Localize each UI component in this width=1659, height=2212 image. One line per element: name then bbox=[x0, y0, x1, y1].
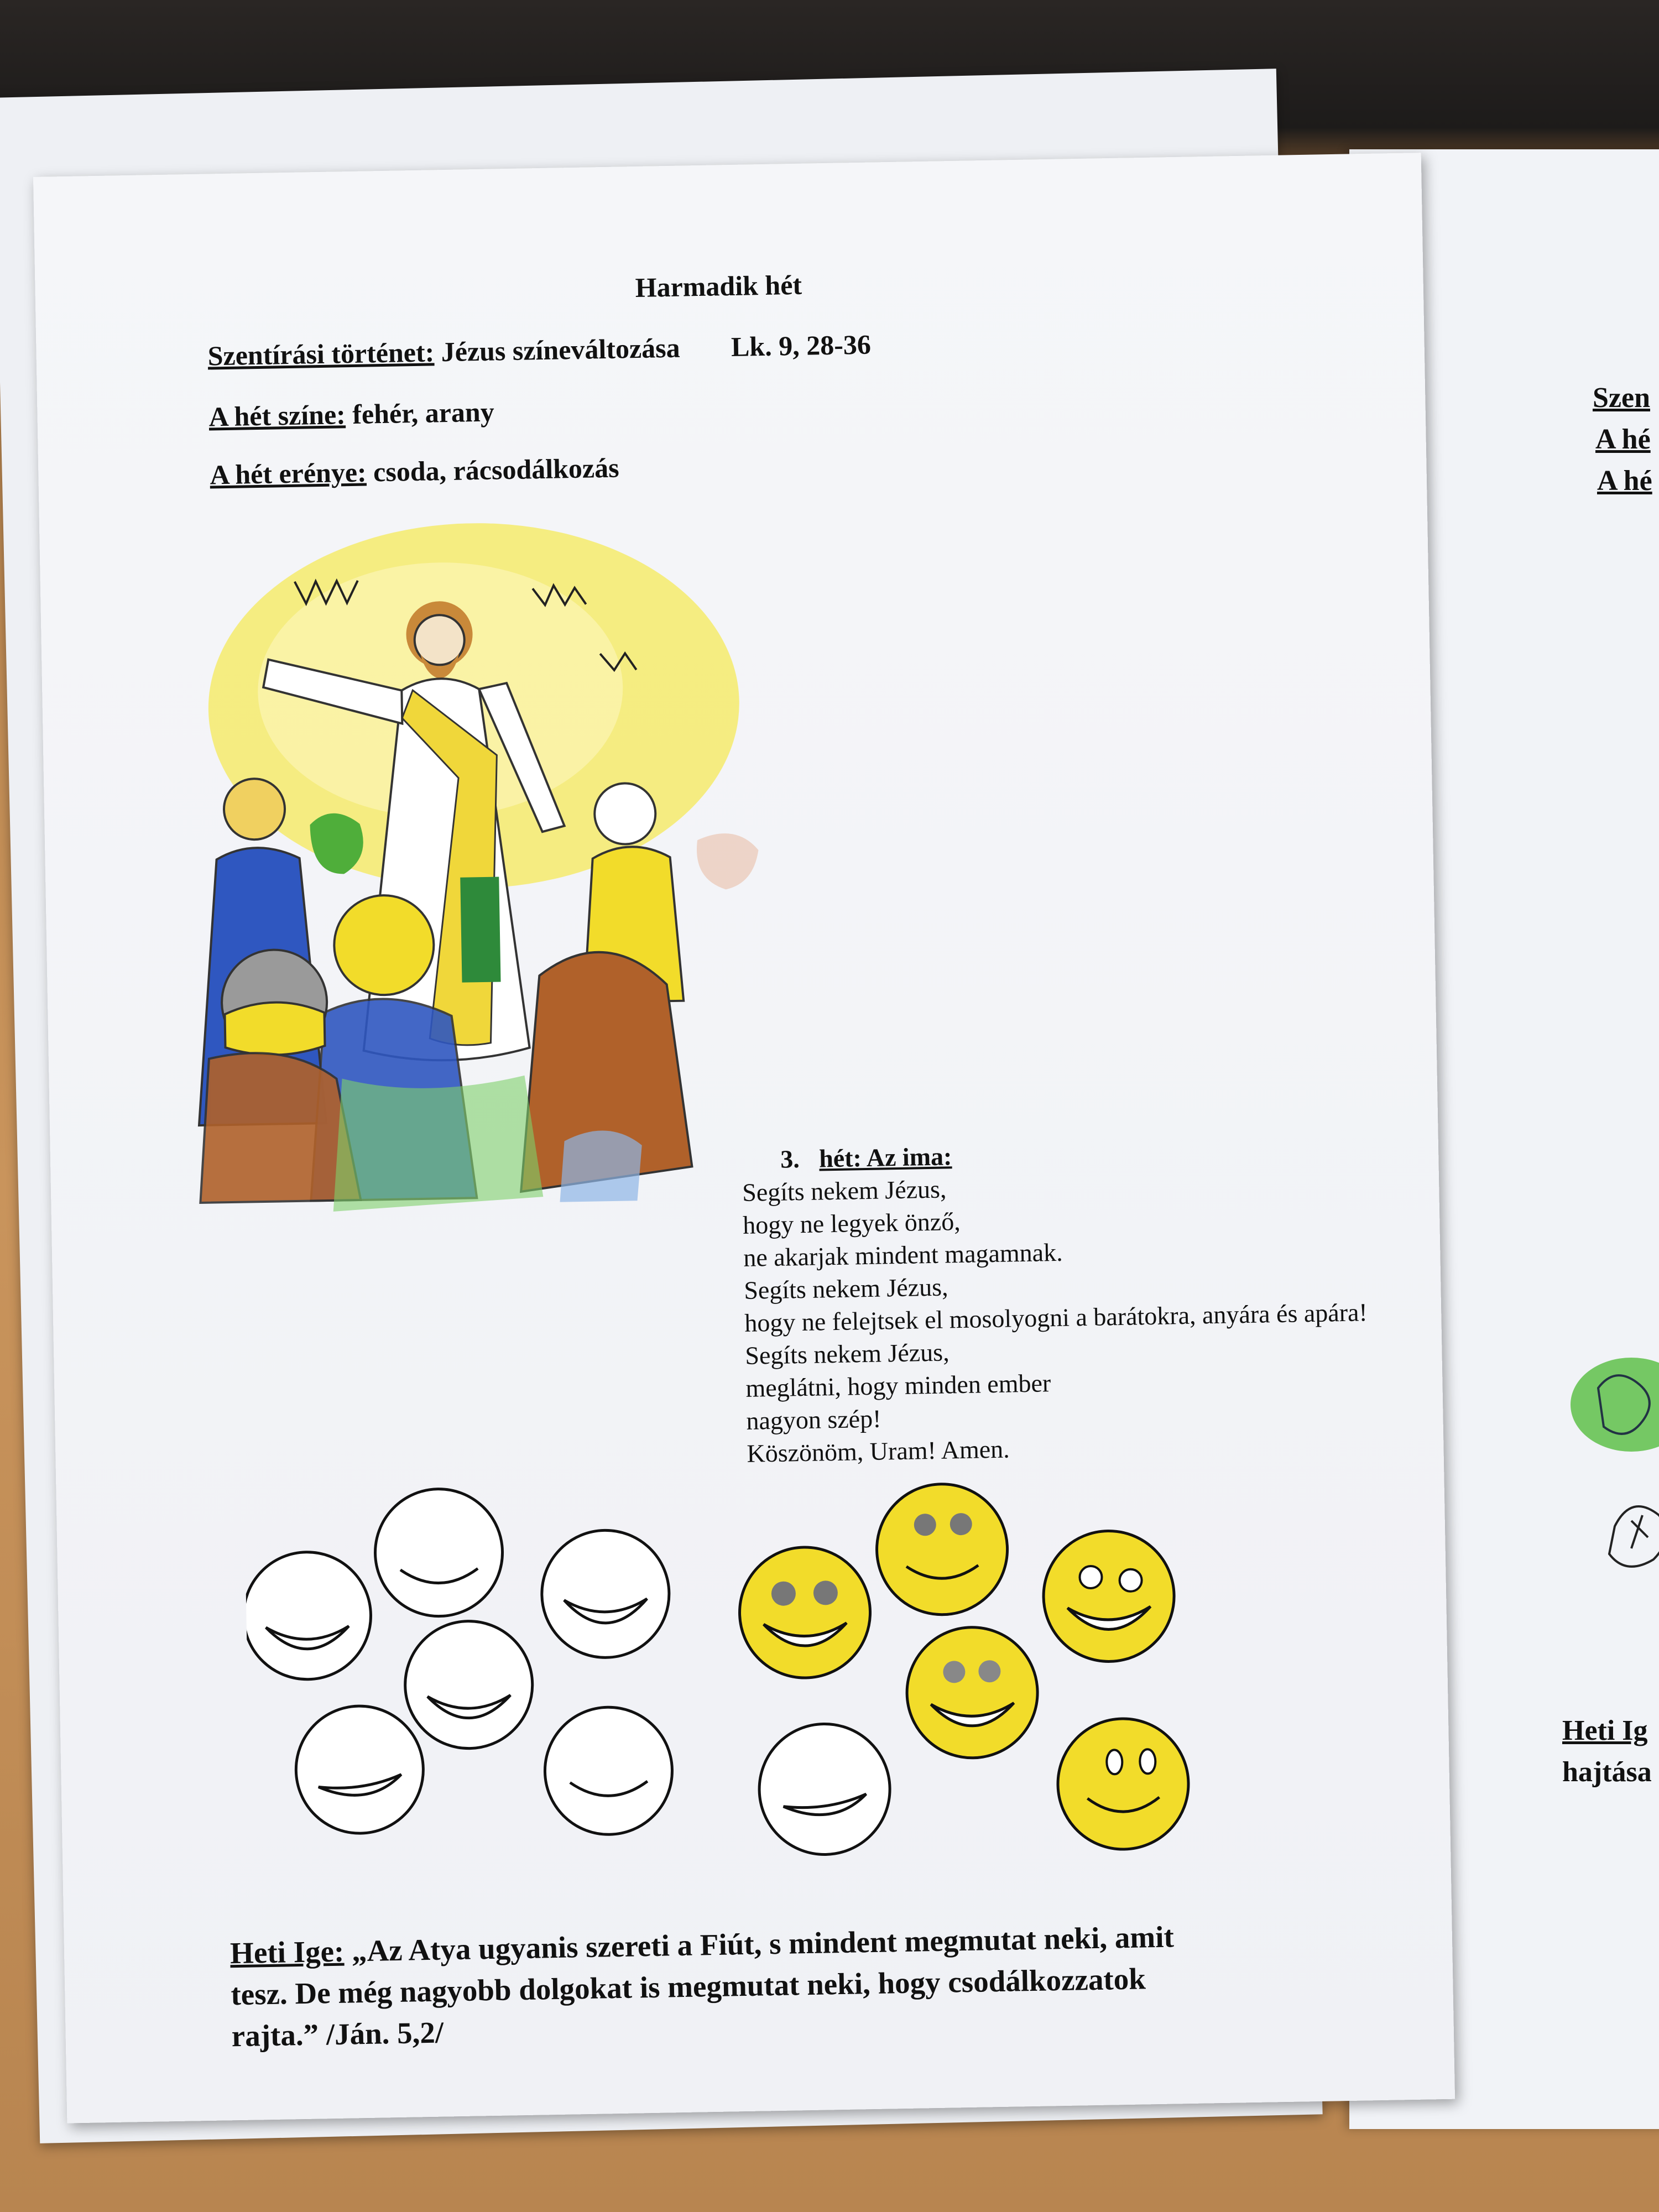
smiley-face bbox=[758, 1723, 891, 1855]
right-page-fragment: A hé bbox=[1595, 424, 1651, 455]
prayer-line: meglátni, hogy minden ember bbox=[745, 1369, 1051, 1402]
color-value: fehér, arany bbox=[352, 396, 495, 430]
virtue-value: csoda, rácsodálkozás bbox=[373, 452, 620, 488]
smiley-face bbox=[244, 1551, 372, 1681]
smiley-face bbox=[906, 1626, 1039, 1759]
story-reference: Lk. 9, 28-36 bbox=[731, 328, 872, 363]
verse-line: rajta.” /Ján. 5,2/ bbox=[231, 2015, 444, 2053]
smiley-face bbox=[1042, 1530, 1175, 1662]
story-label: Szentírási történet: bbox=[207, 336, 435, 372]
right-page-fragment: hajtása bbox=[1562, 1756, 1652, 1788]
color-line bbox=[208, 396, 494, 433]
verse-label: Heti Ige: bbox=[229, 1934, 345, 1970]
verse-text: „Az Atya ugyanis szereti a Fiút, s mindent megmutat neki, amit bbox=[351, 1919, 1175, 1968]
smiley-face bbox=[374, 1488, 504, 1618]
smiley-face bbox=[541, 1529, 670, 1658]
prayer-line: Segíts nekem Jézus, bbox=[742, 1175, 947, 1207]
prayer-block bbox=[742, 1133, 1370, 1470]
smiley-face bbox=[876, 1483, 1009, 1616]
plant-drawing bbox=[1548, 1355, 1659, 1587]
right-page-fragment: A hé bbox=[1597, 465, 1652, 497]
page-title: Harmadik hét bbox=[635, 269, 802, 304]
weekly-verse bbox=[229, 1916, 1176, 2057]
prayer-line: hogy ne legyek önző, bbox=[742, 1207, 961, 1239]
prayer-line: ne akarjak mindent magamnak. bbox=[743, 1238, 1063, 1272]
prayer-line: nagyon szép! bbox=[746, 1404, 881, 1435]
transfiguration-illustration bbox=[178, 518, 776, 1236]
smiley-face bbox=[404, 1620, 534, 1750]
right-page-fragment: Heti Ig bbox=[1562, 1715, 1648, 1746]
smiley-face bbox=[295, 1705, 424, 1834]
smiley-faces bbox=[244, 1472, 1279, 1876]
color-label: A hét színe: bbox=[208, 399, 346, 432]
virtue-line bbox=[210, 452, 619, 491]
prayer-line: Segíts nekem Jézus, bbox=[744, 1338, 950, 1370]
prayer-number: 3. bbox=[780, 1145, 800, 1173]
smiley-face bbox=[544, 1706, 673, 1835]
right-page-fragment: Szen bbox=[1593, 382, 1650, 414]
smiley-face bbox=[738, 1546, 871, 1679]
worksheet-page bbox=[33, 153, 1455, 2123]
smiley-group-uncolored bbox=[244, 1485, 673, 1840]
prayer-line: Köszönöm, Uram! Amen. bbox=[747, 1434, 1010, 1468]
story-value: Jézus színeváltozása bbox=[441, 332, 681, 368]
verse-line: tesz. De még nagyobb dolgokat is megmutat neki, hogy csodálkozzatok bbox=[230, 1961, 1146, 2012]
smiley-face bbox=[1057, 1718, 1190, 1850]
virtue-label: A hét erénye: bbox=[209, 456, 367, 491]
story-line bbox=[207, 328, 871, 372]
smiley-group-colored bbox=[738, 1480, 1190, 1856]
prayer-line: hogy ne felejtsek el mosolyogni a barátokra, anyára és apára! bbox=[744, 1298, 1368, 1337]
prayer-title: hét: Az ima: bbox=[818, 1142, 952, 1173]
prayer-line: Segíts nekem Jézus, bbox=[743, 1272, 948, 1305]
